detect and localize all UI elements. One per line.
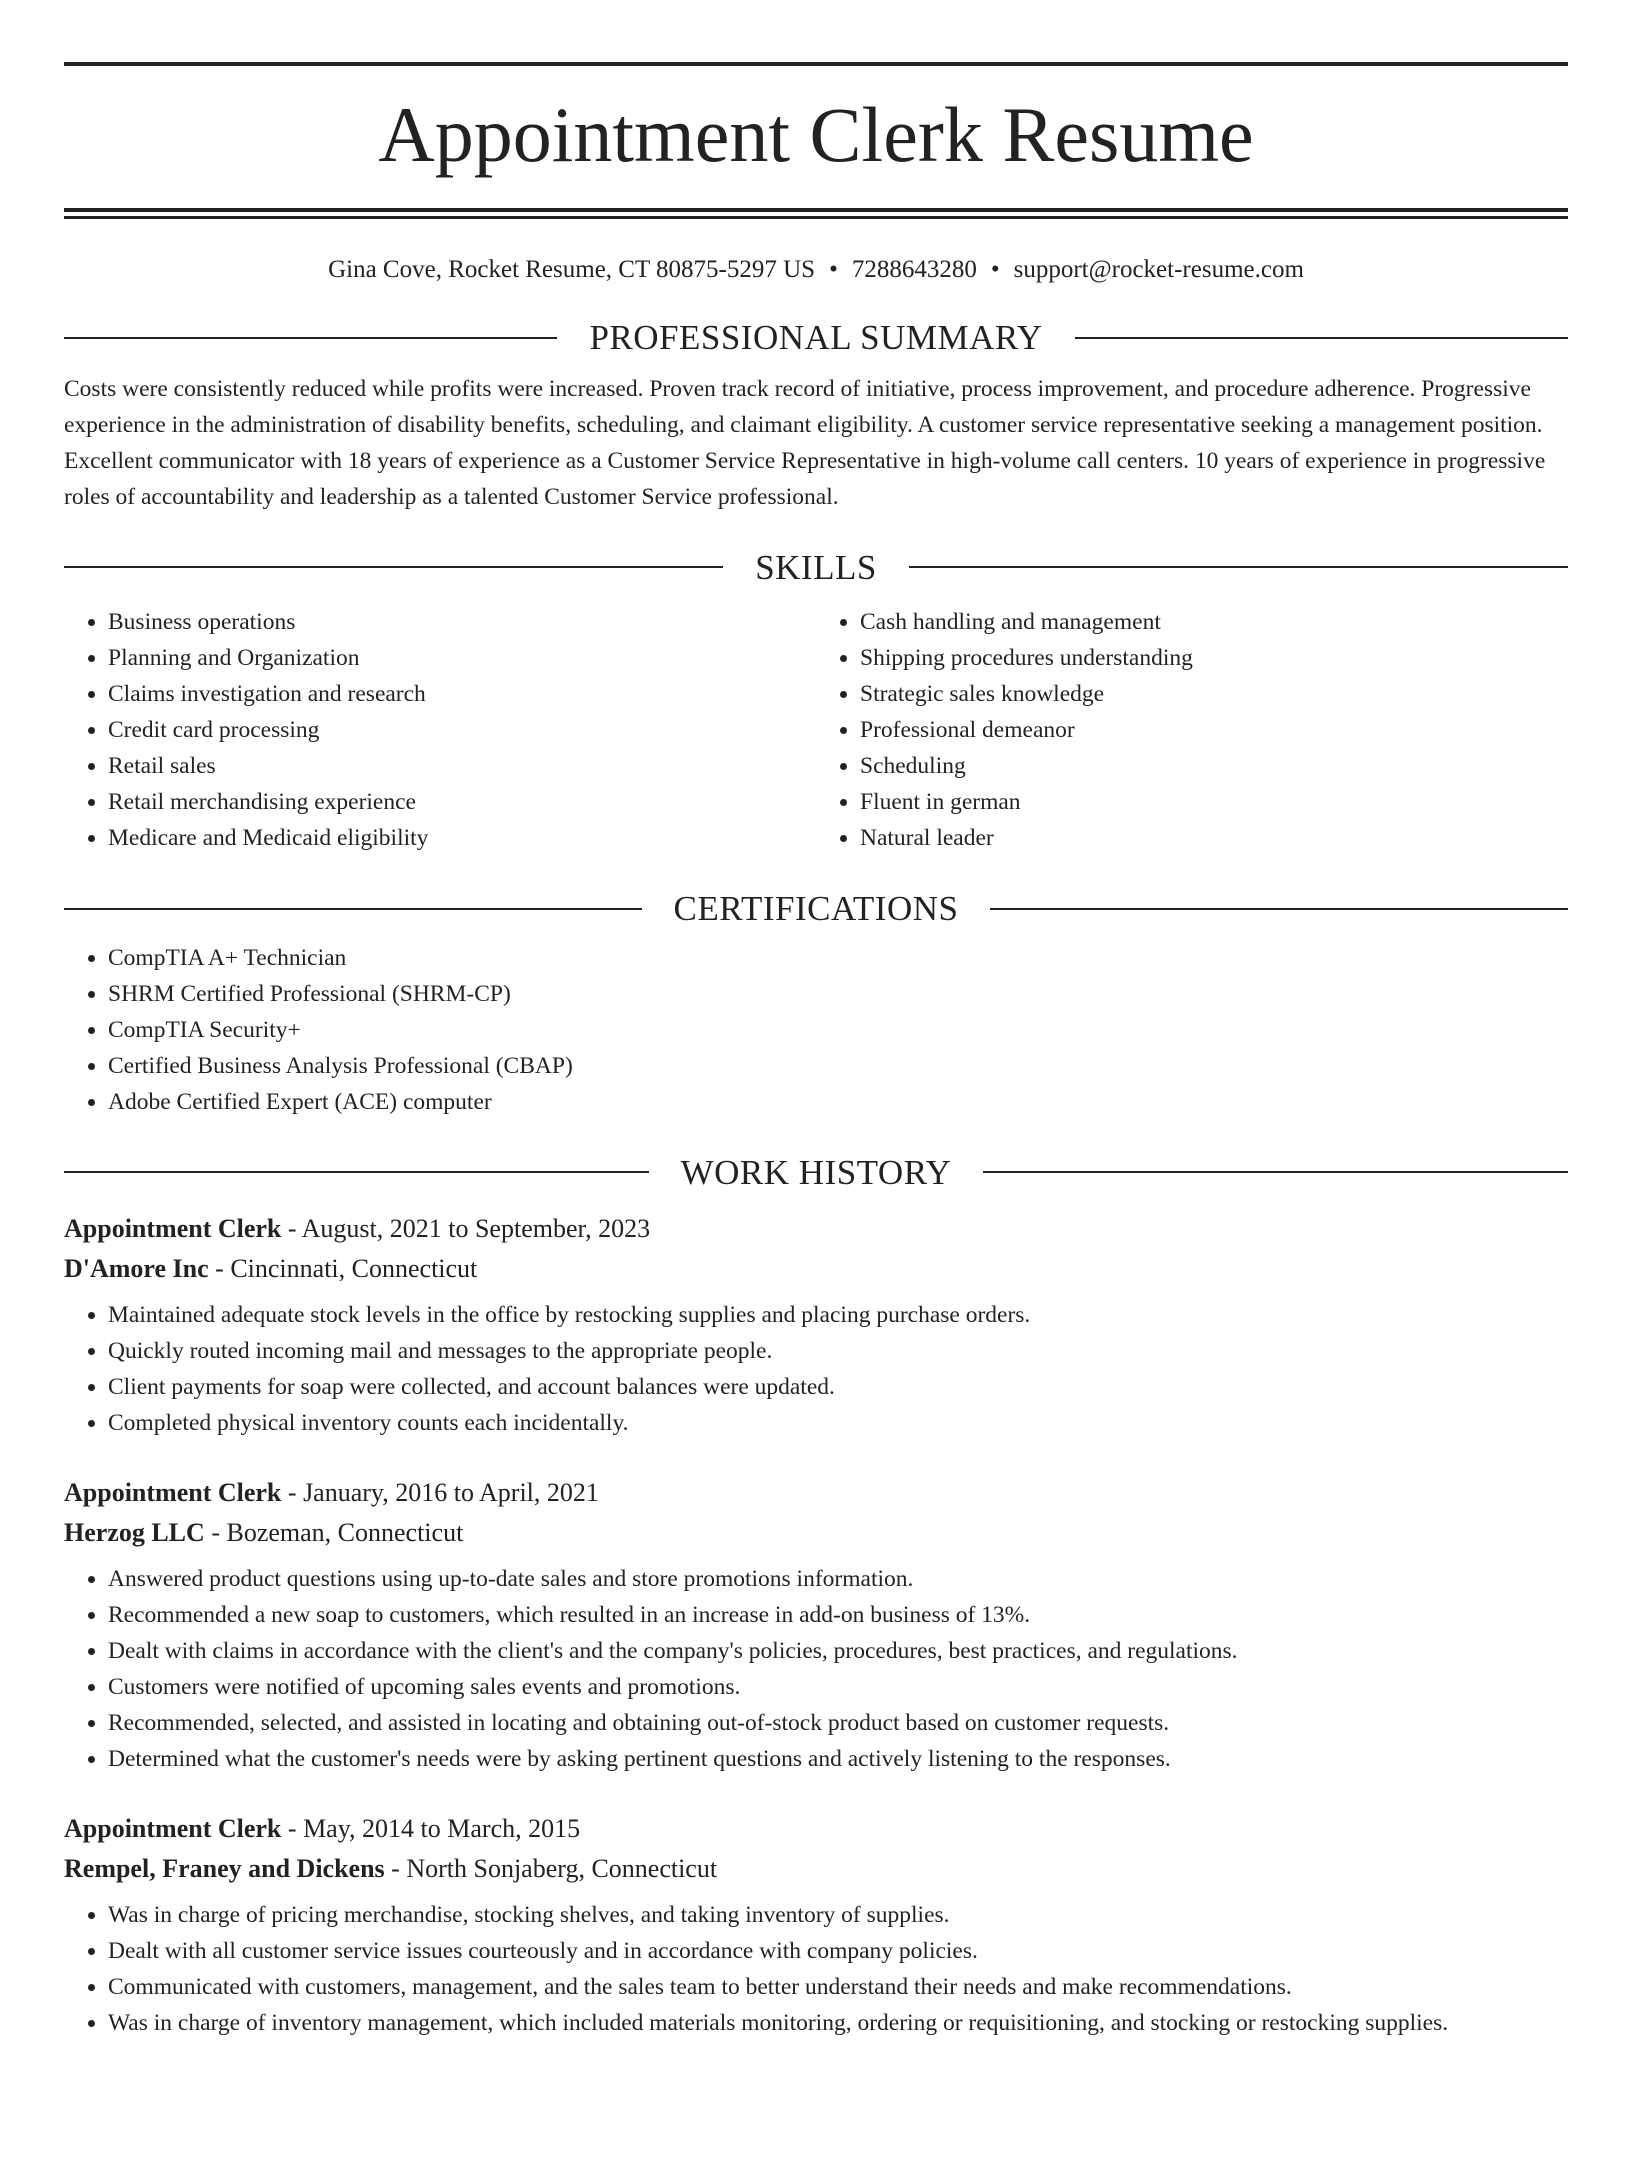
certification-item: • Adobe Certified Expert (ACE) computer	[108, 1084, 1568, 1120]
job-entry	[64, 1473, 1568, 1777]
skills-list-left	[64, 604, 816, 856]
job-bullets	[64, 1297, 1568, 1441]
job-dates: - January, 2016 to April, 2021	[281, 1478, 599, 1507]
job-title-line	[64, 1209, 1568, 1249]
job-bullet: • Determined what the customer's needs were by asking pertinent questions and actively listening to the responses.	[108, 1741, 1568, 1777]
job-bullet: • Communicated with customers, management, and the sales team to better understand their needs and make recommendations.	[108, 1969, 1568, 2005]
heading-rule	[983, 1171, 1568, 1173]
job-bullet: • Dealt with claims in accordance with the client's and the company's policies, procedures, best practices, and regulations.	[108, 1633, 1568, 1669]
job-bullets	[64, 1561, 1568, 1777]
job-bullet: • Answered product questions using up-to-date sales and store promotions information.	[108, 1561, 1568, 1597]
job-title-line	[64, 1809, 1568, 1849]
job-dates: - August, 2021 to September, 2023	[281, 1214, 651, 1243]
job-location: - Cincinnati, Connecticut	[208, 1254, 478, 1283]
job-location: - North Sonjaberg, Connecticut	[384, 1854, 718, 1883]
job-title: Appointment Clerk	[64, 1214, 282, 1243]
skill-item: • Retail merchandising experience	[108, 784, 816, 820]
section-title: CERTIFICATIONS	[673, 889, 959, 928]
heading-rule	[990, 908, 1568, 910]
certification-item: • CompTIA A+ Technician	[108, 940, 1568, 976]
section-heading-certifications	[64, 886, 1568, 932]
job-title: Appointment Clerk	[64, 1814, 282, 1843]
skill-item: • Medicare and Medicaid eligibility	[108, 820, 816, 856]
skill-item: • Cash handling and management	[860, 604, 1568, 640]
certification-item: • CompTIA Security+	[108, 1012, 1568, 1048]
heading-rule	[64, 566, 723, 568]
job-bullet: • Recommended, selected, and assisted in locating and obtaining out-of-stock product based on customer requests.	[108, 1705, 1568, 1741]
job-location: - Bozeman, Connecticut	[204, 1518, 464, 1547]
job-bullet: • Customers were notified of upcoming sales events and promotions.	[108, 1669, 1568, 1705]
job-company: Rempel, Franey and Dickens	[64, 1854, 385, 1883]
contact-address: Gina Cove, Rocket Resume, CT 80875-5297 US	[328, 256, 816, 283]
skill-item: • Strategic sales knowledge	[860, 676, 1568, 712]
contact-phone: 7288643280	[851, 256, 977, 283]
skills-list-right	[816, 604, 1568, 856]
heading-rule	[64, 908, 642, 910]
job-title: Appointment Clerk	[64, 1478, 282, 1507]
summary-text: Costs were consistently reduced while profits were increased. Proven track record of initiative, process improvement, and procedure adherence. Progressive experience in the administration of disability benefits, scheduling, and claimant eligibility. A customer service representative seeking a management position. Excellent communicator with 18 years of experience as a Customer Service Representative in high-volume call centers. 10 years of experience in progressive roles of accountability and leadership as a talented Customer Service professional.	[64, 375, 1546, 510]
job-bullets	[64, 1897, 1568, 2041]
job-bullet: • Quickly routed incoming mail and messages to the appropriate people.	[108, 1333, 1568, 1369]
resume-page	[0, 62, 1632, 2174]
skill-item: • Fluent in german	[860, 784, 1568, 820]
heading-rule	[64, 337, 557, 339]
skill-item: • Credit card processing	[108, 712, 816, 748]
job-title-line	[64, 1473, 1568, 1513]
job-company: D'Amore Inc	[64, 1254, 209, 1283]
skill-item: • Shipping procedures understanding	[860, 640, 1568, 676]
skills-columns	[64, 598, 1568, 856]
title-double-rule	[64, 208, 1568, 219]
skill-item: • Claims investigation and research	[108, 676, 816, 712]
job-bullet: • Was in charge of pricing merchandise, stocking shelves, and taking inventory of supplies.	[108, 1897, 1568, 1933]
section-title: WORK HISTORY	[680, 1152, 952, 1192]
skill-item: • Scheduling	[860, 748, 1568, 784]
job-bullet: • Was in charge of inventory management, which included materials monitoring, ordering or requisitioning, and stocking or restocking supplies.	[108, 2005, 1568, 2041]
job-bullet: • Dealt with all customer service issues courteously and in accordance with company policies.	[108, 1933, 1568, 1969]
job-company: Herzog LLC	[64, 1518, 205, 1547]
heading-rule	[1075, 337, 1568, 339]
contact-separator: •	[829, 256, 838, 283]
contact-line	[64, 255, 1568, 285]
resume-title: Appointment Clerk Resume	[378, 91, 1254, 178]
job-company-line	[64, 1513, 1568, 1553]
certification-item: • SHRM Certified Professional (SHRM-CP)	[108, 976, 1568, 1012]
section-title: PROFESSIONAL SUMMARY	[589, 318, 1043, 357]
certifications-list	[64, 940, 1568, 1120]
section-heading-skills	[64, 545, 1568, 591]
job-entry	[64, 1209, 1568, 1441]
contact-email: support@rocket-resume.com	[1013, 256, 1304, 283]
skill-item: • Planning and Organization	[108, 640, 816, 676]
section-heading-work-history	[64, 1150, 1568, 1196]
skill-item: • Natural leader	[860, 820, 1568, 856]
job-bullet: • Maintained adequate stock levels in the office by restocking supplies and placing purchase orders.	[108, 1297, 1568, 1333]
job-bullet: • Completed physical inventory counts each incidentally.	[108, 1405, 1568, 1441]
heading-rule	[909, 566, 1568, 568]
heading-rule	[64, 1171, 649, 1173]
section-heading-summary	[64, 315, 1568, 361]
certification-item: • Certified Business Analysis Professional (CBAP)	[108, 1048, 1568, 1084]
job-bullet: • Recommended a new soap to customers, which resulted in an increase in add-on business of 13%.	[108, 1597, 1568, 1633]
skill-item: • Business operations	[108, 604, 816, 640]
skill-item: • Professional demeanor	[860, 712, 1568, 748]
job-company-line	[64, 1849, 1568, 1889]
job-company-line	[64, 1249, 1568, 1289]
skill-item: • Retail sales	[108, 748, 816, 784]
job-dates: - May, 2014 to March, 2015	[281, 1814, 581, 1843]
job-bullet: • Client payments for soap were collected, and account balances were updated.	[108, 1369, 1568, 1405]
section-title: SKILLS	[755, 547, 877, 587]
contact-separator: •	[990, 256, 1000, 283]
job-entry	[64, 1809, 1568, 2041]
